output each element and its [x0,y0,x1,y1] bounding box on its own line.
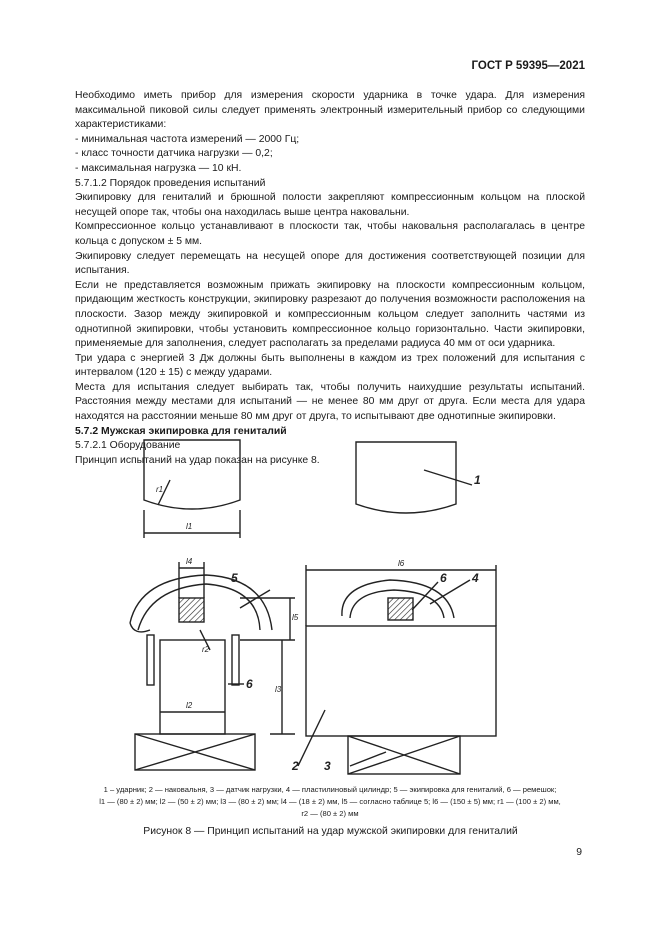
label-6-right: 6 [440,571,447,585]
legend-line: 1 – ударник; 2 — наковальня, 3 — датчик нагрузки, 4 — пластилиновый цилиндр; 5 — экипировка для гениталий, 6 — ремешок; [103,785,557,794]
dim-l3: l3 [275,685,282,694]
paragraph [75,250,585,279]
plasticine-right [388,598,413,620]
paragraph [75,279,585,352]
impactor-left [144,440,240,509]
paragraph-text: Если не представляется возможным прижать экипировку на плоскости компрессионным кольцом, придающим жесткость конструкции, экипировку разрезают до получения возможности расположения на плоскости. Зазор между экипировкой и компрессионным кольцом следует заполнить частями из однотипной экипировки, чтобы установить компрессионное кольцо горизонтально. Части экипировки, применяемые для заполнения, следует располагать за пределами радиуса 40 мм от оси ударника. [75,279,585,350]
paragraph [75,220,585,249]
paragraph [75,381,585,425]
figure-legend [75,784,585,820]
dim-l6: l6 [398,559,405,568]
legend-line: r2 — (80 ± 2) мм [301,809,359,818]
figure-caption: Рисунок 8 — Принцип испытаний на удар мужской экипировки для гениталий [143,826,518,837]
body-text [75,89,585,468]
list-item [75,133,585,148]
anvil-left [160,640,225,734]
paragraph-text: Необходимо иметь прибор для измерения скорости ударника в точке удара. Для измерения максимальной пиковой силы следует применять электронный измерительный прибор со следующими характеристиками: [75,90,585,131]
section-heading-text: 5.7.1.2 Порядок проведения испытаний [75,177,266,189]
subsection-heading-text: 5.7.2.1 Оборудование [75,440,181,452]
list-item-text: - максимальная нагрузка — 10 кН. [75,162,242,174]
anvil-right [306,626,496,736]
dim-l5: l5 [292,613,299,622]
label-1: 1 [474,473,481,487]
section-heading-text: 5.7.2 Мужская экипировка для гениталий [75,425,287,437]
paragraph-text: Экипировку для гениталий и брюшной полости закрепляют компрессионным кольцом на плоской несущей опоре так, чтобы она находилась выше центра наковальни. [75,192,585,218]
paragraph [75,191,585,220]
paragraph-text: Принцип испытаний на удар показан на рисунке 8. [75,454,320,466]
impactor-right [356,442,456,513]
dim-l1: l1 [186,522,193,531]
page-number: 9 [576,847,582,858]
list-item-text: - минимальная частота измерений — 2000 Гц; [75,133,300,145]
figure-8-diagram [120,430,550,780]
label-5: 5 [231,571,238,585]
radius-r2: r2 [202,645,210,654]
document-id: ГОСТ Р 59395—2021 [471,60,585,72]
paragraph [75,352,585,381]
paragraph-text: Компрессионное кольцо устанавливают в плоскости так, чтобы наковальня располагалась в центре кольца с допуском ± 5 мм. [75,221,585,247]
label-6-left: 6 [246,677,253,691]
paragraph [75,89,585,133]
list-item [75,162,585,177]
paragraph-text: Экипировку следует перемещать на несущей опоре для достижения соответствующей позиции для испытания. [75,250,585,277]
legend-line: l1 — (80 ± 2) мм; l2 — (50 ± 2) мм; l3 — (80 ± 2) мм; l4 — (18 ± 2) мм, l5 — согласно таблице 5; l6 — (150 ± 5) мм; r1 — (100 ± 2) мм, [99,797,561,806]
plasticine-left [179,598,204,622]
dim-l2: l2 [186,701,193,710]
radius-r1: r1 [156,485,164,494]
section-heading [75,177,585,192]
paragraph-text: Места для испытания следует выбирать так, чтобы получить наихудшие результаты испытаний. Расстояния между местами для испытаний — не менее 80 мм друг от друга. Если места для удара находятся на расстоянии меньше 80 мм друг от друга, то испытывают две однотипные экипировки. [75,381,585,423]
list-item [75,147,585,162]
dim-l4: l4 [186,557,193,566]
label-2: 2 [292,759,299,773]
label-4: 4 [472,571,479,585]
list-item-text: - класс точности датчика нагрузки — 0,2; [75,148,273,160]
label-3: 3 [324,759,331,773]
paragraph-text: Три удара с энергией 3 Дж должны быть выполнены в каждом из трех положений для испытания с интервалом (120 ± 15) с между ударами. [75,352,585,379]
